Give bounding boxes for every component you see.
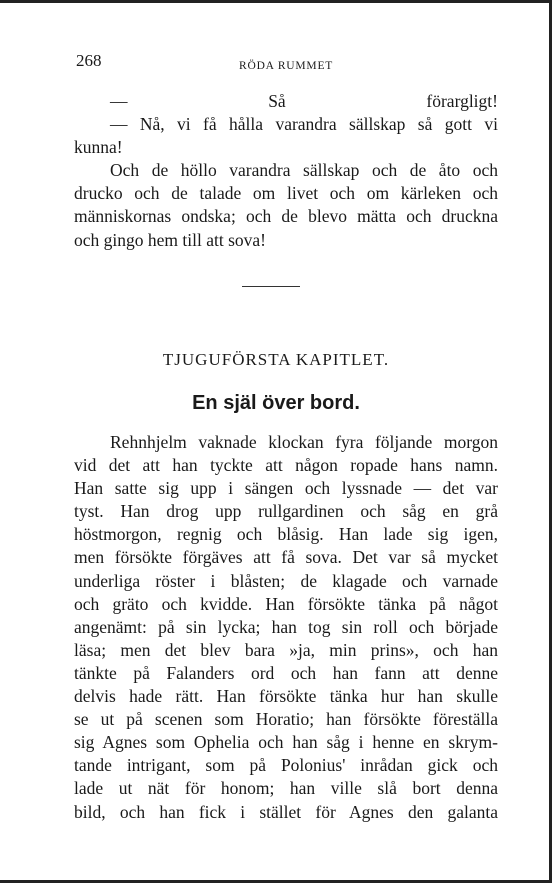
intro-text (74, 90, 498, 252)
text-line: läsa; men det blev bara »ja, min prins», och han (74, 639, 498, 660)
text-line: lade ut nät för honom; han ville slå bort denna (74, 778, 498, 799)
text-line: men försökte förgäves att få sova. Det var så mycket (74, 547, 498, 568)
running-head: RÖDA RUMMET (239, 60, 334, 72)
text-line: höstmorgon, regnig och blåsig. Han lade sig igen, (74, 524, 498, 545)
text-line: och gingo hem till att sova! (74, 229, 266, 250)
text-line: underliga röster i blåsten; de klagade och varnade (74, 570, 498, 591)
text-line: människornas ondska; och de blevo mätta och druckna (74, 206, 498, 227)
text-line: Han satte sig upp i sängen och lyssnade — det var (74, 478, 498, 499)
text-line: tyst. Han drog upp rullgardinen och såg en grå (74, 501, 498, 522)
text-line: bild, och han fick i stället för Agnes den galanta (74, 801, 498, 822)
text-line: — Nå, vi få hålla varandra sällskap så gott vi (110, 114, 498, 135)
text-line: och gräto och kvidde. Han försökte tänka på något (74, 593, 498, 614)
text-line: angenämt: på sin lycka; han tog sin roll och började (74, 616, 498, 637)
page-number: 268 (76, 51, 102, 70)
chapter-body-text (74, 431, 498, 824)
section-divider (242, 286, 300, 287)
page-top-edge (0, 0, 552, 3)
text-line: tänkte på Falanders ord och han fann att denne (74, 662, 498, 683)
chapter-title: En själ över bord. (192, 392, 360, 414)
text-line: Och de höllo varandra sällskap och de åto och (110, 160, 498, 181)
text-line: kunna! (74, 137, 123, 158)
text-line: — Så förargligt! (110, 91, 498, 111)
text-line: sig Agnes som Ophelia och han såg i henne en skrym- (74, 732, 498, 753)
text-line: tande intrigant, som på Polonius' inrådan gick och (74, 755, 498, 776)
text-line: vid det att han tyckte att någon ropade hans namn. (74, 455, 498, 476)
text-line: se ut på scenen som Horatio; han försökte föreställa (74, 709, 498, 730)
text-line: Rehnhjelm vaknade klockan fyra följande morgon (110, 432, 498, 452)
text-line: delvis hade rätt. Han försökte tänka hur han skulle (74, 686, 498, 707)
chapter-heading: TJUGUFÖRSTA KAPITLET. (162, 350, 390, 369)
text-line: drucko och de talade om livet och om kärleken och (74, 183, 498, 204)
